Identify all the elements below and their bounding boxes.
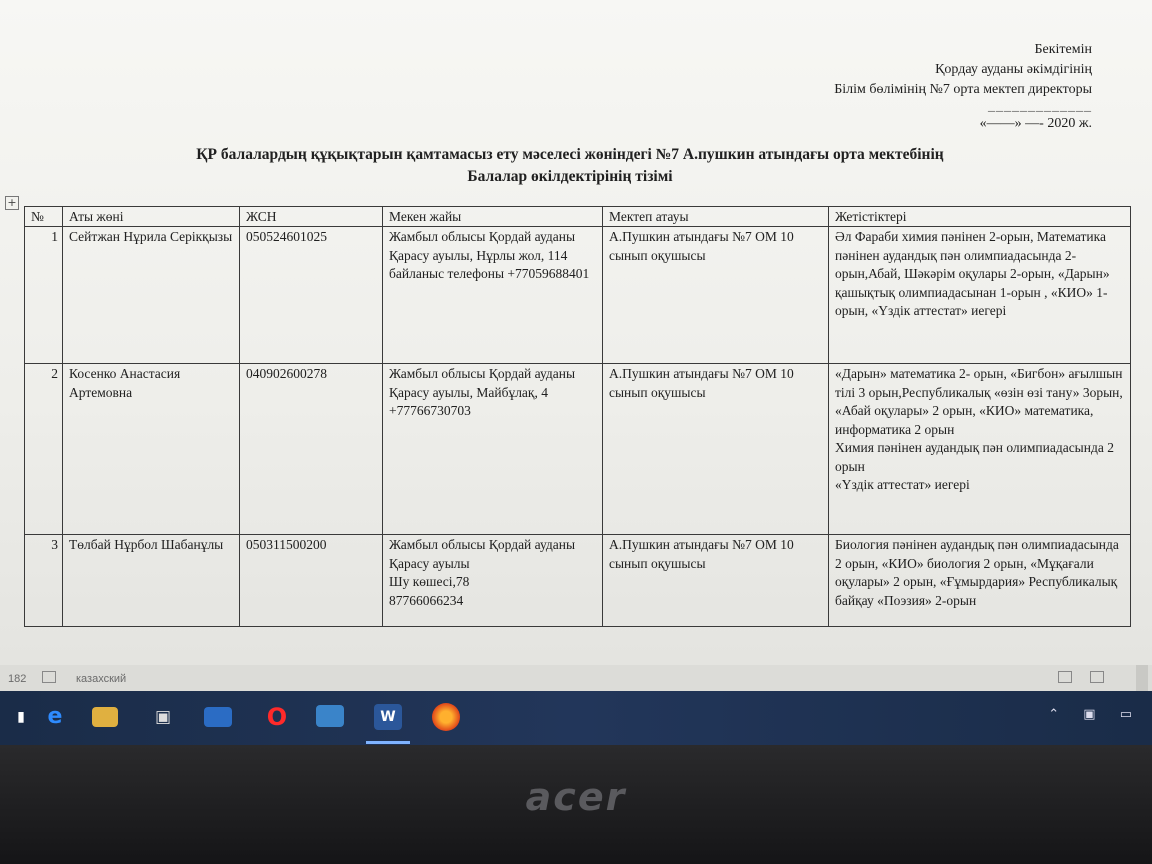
edge-icon[interactable]: e — [47, 704, 63, 729]
row-name: Төлбай Нұрбол Шабанұлы — [63, 535, 240, 627]
header-school: Мектеп атауы — [603, 207, 829, 227]
representatives-table — [24, 206, 1131, 627]
word-status-bar — [0, 665, 1152, 691]
file-explorer-icon[interactable] — [92, 707, 118, 727]
row-name: Сейтжан Нұрила Серікқызы — [63, 227, 240, 364]
table-move-handle-icon[interactable]: + — [5, 196, 19, 210]
opera-icon[interactable]: O — [266, 703, 288, 731]
address-text: Жамбыл облысы Қордай ауданы Қарасу ауылы, Нұрлы жол, 114 байланыс телефоны +77059688401 — [389, 229, 590, 281]
row-iin: 050311500200 — [240, 535, 383, 627]
table-row — [25, 227, 1131, 364]
header-number: № — [25, 207, 63, 227]
page-count[interactable]: 182 — [8, 673, 27, 685]
row-number: 1 — [25, 227, 63, 364]
approval-line-1: Бекітемін — [1034, 42, 1092, 57]
print-layout-icon[interactable] — [1090, 671, 1104, 683]
proofing-icon[interactable] — [42, 671, 56, 683]
approval-signature-line: _____________ — [988, 99, 1092, 114]
address-text: Жамбыл облысы Қордай ауданы Қарасу ауылы, Майбұлақ, 4 +77766730703 — [389, 366, 576, 418]
table-row — [25, 364, 1131, 535]
header-achievements: Жетістіктері — [829, 207, 1131, 227]
laptop-bezel — [0, 745, 1152, 864]
document-title — [40, 144, 1100, 188]
approval-line-2: Қордау ауданы әкімдігінің — [935, 62, 1092, 77]
approval-date: «——» —- 2020 ж. — [979, 116, 1092, 131]
row-number: 2 — [25, 364, 63, 535]
row-address — [383, 227, 603, 364]
header-iin: ЖСН — [240, 207, 383, 227]
row-address — [383, 364, 603, 535]
photos-icon[interactable] — [316, 705, 344, 727]
row-address — [383, 535, 603, 627]
mail-icon[interactable] — [204, 707, 232, 727]
windows-taskbar — [0, 691, 1152, 745]
achievements-text: «Дарын» математика 2- орын, «Бигбон» ағылшын тілі 3 орын,Республикалық «өзін өзі тану» 3орын, «Абай оқулары» 2 орын, «КИО» математика, информатика 2 орын Химия пәнінен аудандық пән олимпиадасында 2 орын «Үздік аттестат» иегері — [835, 366, 1123, 492]
header-address: Мекен жайы — [383, 207, 603, 227]
title-line-2: Балалар өкілдектірінің тізімі — [467, 168, 673, 185]
row-school: А.Пушкин атындағы №7 ОМ 10 сынып оқушысы — [603, 535, 829, 627]
title-line-1: ҚР балалардың құқықтарын қамтамасыз ету мәселесі жөніндегі №7 А.пушкин атындағы орта мектебінің — [196, 146, 944, 163]
row-iin: 050524601025 — [240, 227, 383, 364]
table-header-row — [25, 207, 1131, 227]
row-iin: 040902600278 — [240, 364, 383, 535]
row-name: Косенко Анастасия Артемовна — [63, 364, 240, 535]
word-icon[interactable]: W — [374, 704, 402, 730]
row-number: 3 — [25, 535, 63, 627]
row-achievements: Биология пәнінен аудандық пән олимпиадасында 2 орын, «КИО» биология 2 орын, «Мұқағали оқулары» 2 орын, «Ғұмырдария» Республикалық байқау «Поэзия» 2-орын — [829, 535, 1131, 627]
read-mode-icon[interactable] — [1058, 671, 1072, 683]
row-school: А.Пушкин атындағы №7 ОМ 10 сынып оқушысы — [603, 227, 829, 364]
row-achievements: Әл Фараби химия пәнінен 2-орын, Математика пәнінен аудандық пән олимпиадасында 2-орын,Абай, Шәкәрім оқулары 2-орын, «Дарын» қашықтық олимпиадасынан 1-орын , «КИО» 1-орын, «Үздік аттестат» иегері — [829, 227, 1131, 364]
approval-line-3: Білім бөлімінің №7 орта мектеп директоры — [834, 82, 1092, 97]
start-icon[interactable]: ▮ — [17, 709, 25, 725]
language-indicator[interactable]: казахский — [76, 673, 127, 685]
scrollbar[interactable] — [1136, 665, 1148, 691]
row-school: А.Пушкин атындағы №7 ОМ 10 сынып оқушысы — [603, 364, 829, 535]
firefox-icon[interactable] — [432, 703, 460, 731]
active-app-indicator — [366, 741, 410, 744]
address-text: Жамбыл облысы Қордай ауданы Қарасу ауылы Шу көшесі,78 87766066234 — [389, 537, 576, 608]
row-achievements — [829, 364, 1131, 535]
store-icon[interactable]: ▣ — [154, 707, 172, 727]
header-name: Аты жөні — [63, 207, 240, 227]
approval-block — [672, 40, 1092, 134]
laptop-brand-logo: acer — [525, 775, 627, 819]
table-row — [25, 535, 1131, 627]
system-tray[interactable]: ⌃ ▣ ▭ — [1048, 707, 1142, 722]
